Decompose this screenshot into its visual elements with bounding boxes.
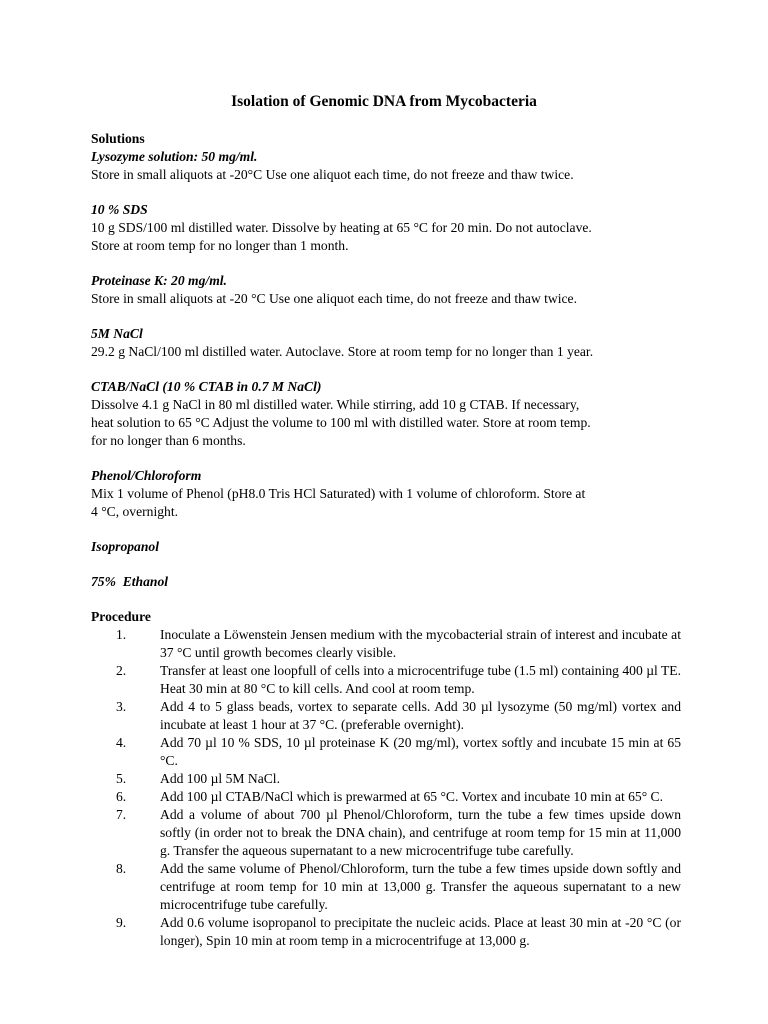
step-number: 9. [116,915,127,930]
step-number: 3. [116,699,127,714]
step-text: Add 100 µl 5M NaCl. [160,771,280,786]
solution-name: Phenol/Chloroform [91,468,202,483]
procedure-heading: Procedure [91,609,151,624]
step-number: 5. [116,771,127,786]
solution-text-line: Store at room temp for no longer than 1 month. [91,238,349,253]
procedure-step [91,662,681,698]
solution-text-line: 29.2 g NaCl/100 ml distilled water. Autoclave. Store at room temp for no longer than 1 year. [91,344,594,359]
step-number: 4. [116,735,127,750]
solution-name: Isopropanol [91,539,159,554]
solution-name: Lysozyme solution: 50 mg/ml. [91,149,258,164]
solution-name: 75% Ethanol [91,574,169,589]
step-number: 2. [116,663,127,678]
solution-block [91,272,681,308]
solution-text-line: Dissolve 4.1 g NaCl in 80 ml distilled water. While stirring, add 10 g CTAB. If necessary, [91,397,580,412]
solution-name: CTAB/NaCl (10 % CTAB in 0.7 M NaCl) [91,379,322,394]
procedure-step [91,788,681,806]
step-text: Add a volume of about 700 µl Phenol/Chloroform, turn the tube a few times upside down softly (in order not to break the DNA chain), and centrifuge at room temp for 15 min at 11,000 g. Transfer the aqueous supernatant to a new microcentrifuge tube carefully. [160,807,681,858]
solution-text-line: 4 °C, overnight. [91,504,178,519]
procedure-step [91,626,681,662]
step-text: Add 100 µl CTAB/NaCl which is prewarmed at 65 °C. Vortex and incubate 10 min at 65° C. [160,789,664,804]
solutions-heading: Solutions [91,131,145,146]
solution-block [91,325,681,361]
solution-text-line: for no longer than 6 months. [91,433,246,448]
step-number: 8. [116,861,127,876]
procedure-step [91,806,681,860]
procedure-step [91,698,681,734]
solution-block [91,148,681,184]
step-number: 6. [116,789,127,804]
solution-text-line: Store in small aliquots at -20°C Use one aliquot each time, do not freeze and thaw twice. [91,167,574,182]
step-text: Transfer at least one loopfull of cells into a microcentrifuge tube (1.5 ml) containing 400 µl TE. Heat 30 min at 80 °C to kill cells. And cool at room temp. [160,663,681,696]
document-body [91,130,681,950]
solution-name: Proteinase K: 20 mg/ml. [91,273,227,288]
solution-block [91,378,681,450]
solution-text-line: Store in small aliquots at -20 °C Use one aliquot each time, do not freeze and thaw twice. [91,291,577,306]
solution-name: 10 % SDS [91,202,148,217]
procedure-step [91,770,681,788]
step-text: Add the same volume of Phenol/Chloroform, turn the tube a few times upside down softly and centrifuge at room temp for 10 min at 13,000 g. Transfer the aqueous supernatant to a new microcentrifuge tube carefully. [160,861,681,912]
procedure-step [91,914,681,950]
step-text: Inoculate a Löwenstein Jensen medium with the mycobacterial strain of interest and incubate at 37 °C until growth becomes clearly visible. [160,627,681,660]
document-title: Isolation of Genomic DNA from Mycobacteria [231,93,537,110]
solution-block [91,538,681,556]
step-text: Add 0.6 volume isopropanol to precipitate the nucleic acids. Place at least 30 min at -20 °C (or longer), Spin 10 min at room temp in a microcentrifuge at 13,000 g. [160,915,681,948]
procedure-step [91,734,681,770]
step-number: 1. [116,627,127,642]
step-text: Add 4 to 5 glass beads, vortex to separate cells. Add 30 µl lysozyme (50 mg/ml) vortex and incubate at least 1 hour at 37 °C. (preferable overnight). [160,699,681,732]
solution-block [91,201,681,255]
solution-text-line: heat solution to 65 °C Adjust the volume to 100 ml with distilled water. Store at room temp. [91,415,591,430]
solution-text-line: 10 g SDS/100 ml distilled water. Dissolve by heating at 65 °C for 20 min. Do not autoclave. [91,220,592,235]
step-text: Add 70 µl 10 % SDS, 10 µl proteinase K (20 mg/ml), vortex softly and incubate 15 min at 65 °C. [160,735,681,768]
solution-block [91,467,681,521]
procedure-steps-list [91,626,681,950]
solution-block [91,573,681,591]
step-number: 7. [116,807,127,822]
procedure-step [91,860,681,914]
solution-name: 5M NaCl [91,326,143,341]
solution-text-line: Mix 1 volume of Phenol (pH8.0 Tris HCl Saturated) with 1 volume of chloroform. Store at [91,486,586,501]
